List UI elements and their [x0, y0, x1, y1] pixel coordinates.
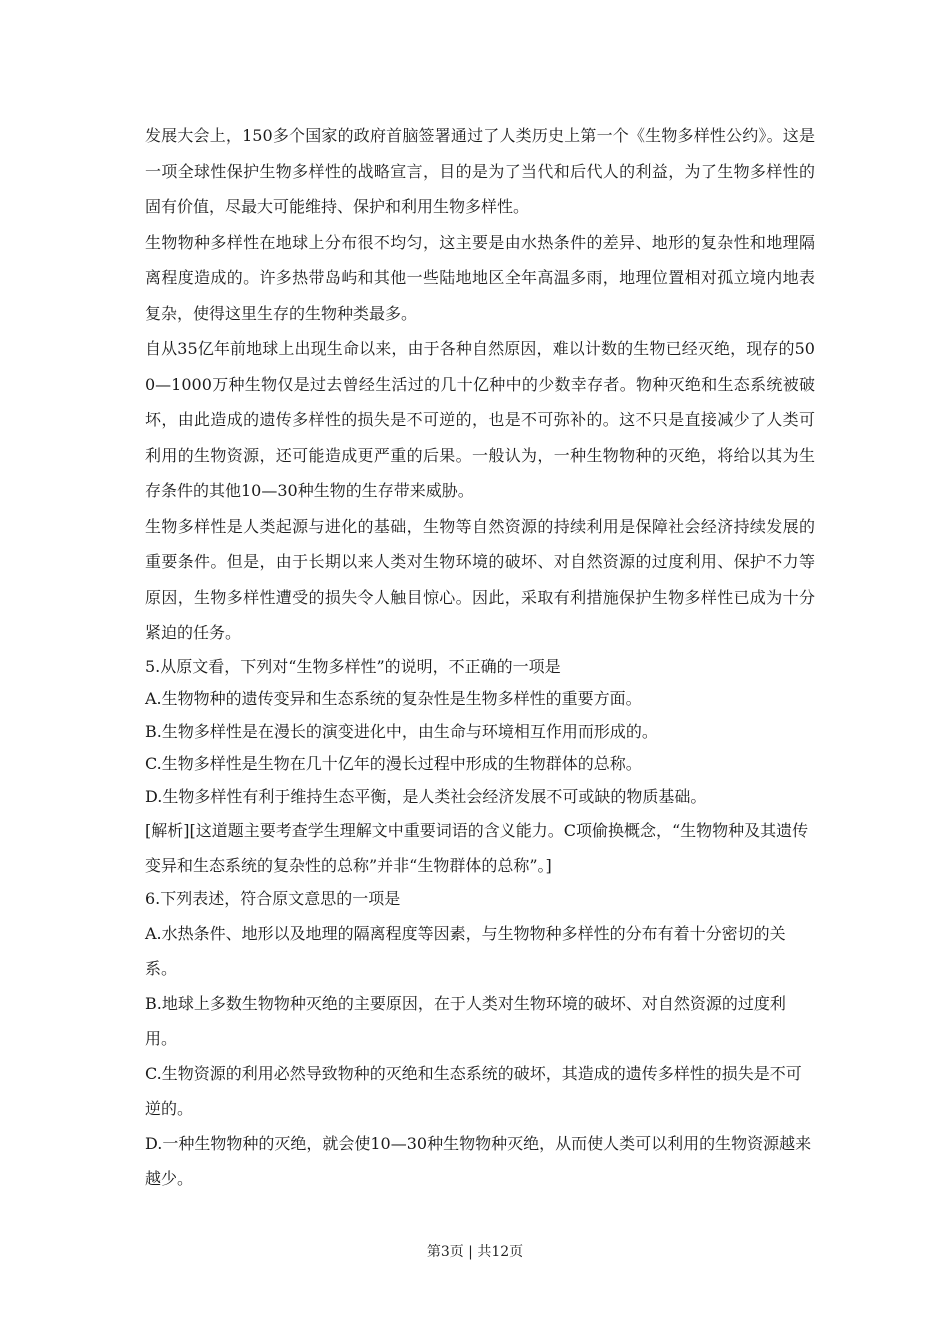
- question-5: [145, 651, 815, 884]
- question-6-option-d: D.一种生物物种的灭绝，就会使10—30种生物物种灭绝，从而使人类可以利用的生物资源越来越少。: [145, 1133, 812, 1188]
- question-5-option-b: B.生物多样性是在漫长的演变进化中，由生命与环境相互作用而形成的。: [145, 721, 658, 741]
- passage-paragraph-3: 自从35亿年前地球上出现生命以来，由于各种自然原因，难以计数的生物已经灭绝，现存的500—1000万种生物仅是过去曾经生活过的几十亿种中的少数幸存者。物种灭绝和生态系统被破坏，由此造成的遗传多样性的损失是不可逆的，也是不可弥补的。这不只是直接减少了人类可利用的生物资源，还可能造成更严重的后果。一般认为，一种生物物种的灭绝，将给以其为生存条件的其他10—30种生物的生存带来威胁。: [145, 339, 815, 500]
- page-footer: 第3页 | 共12页: [426, 1244, 524, 1260]
- passage-paragraph-2: 生物物种多样性在地球上分布很不均匀，这主要是由水热条件的差异、地形的复杂性和地理隔离程度造成的。许多热带岛屿和其他一些陆地地区全年高温多雨，地理位置相对孤立境内地表复杂，使得这里生存的生物种类最多。: [145, 232, 815, 323]
- question-5-analysis: [解析][这道题主要考查学生理解文中重要词语的含义能力。C项偷换概念，“生物物种及其遗传变异和生态系统的复杂性的总称”并非“生物群体的总称”。]: [145, 821, 809, 875]
- question-6-option-a: A.水热条件、地形以及地理的隔离程度等因素，与生物物种多样性的分布有着十分密切的关系。: [145, 923, 786, 978]
- question-6-option-c: C.生物资源的利用必然导致物种的灭绝和生态系统的破坏，其造成的遗传多样性的损失是不可逆的。: [145, 1063, 802, 1118]
- passage-paragraph-1: 发展大会上，150多个国家的政府首脑签署通过了人类历史上第一个《生物多样性公约》。这是一项全球性保护生物多样性的战略宣言，目的是为了当代和后代人的利益，为了生物多样性的固有价值，尽最大可能维持、保护和利用生物多样性。: [145, 126, 815, 216]
- passage-paragraph-4: 生物多样性是人类起源与进化的基础，生物等自然资源的持续利用是保障社会经济持续发展的重要条件。但是，由于长期以来人类对生物环境的破坏、对自然资源的过度利用、保护不力等原因，生物多样性遭受的损失令人触目惊心。因此，采取有利措施保护生物多样性已成为十分紧迫的任务。: [145, 516, 815, 642]
- question-5-option-c: C.生物多样性是生物在几十亿年的漫长过程中形成的生物群体的总称。: [145, 754, 642, 773]
- question-6-stem: 6.下列表述，符合原文意思的一项是: [145, 889, 401, 908]
- question-6-option-b: B.地球上多数生物物种灭绝的主要原因，在于人类对生物环境的破坏、对自然资源的过度利用。: [145, 993, 786, 1048]
- page-content: [145, 118, 815, 1196]
- question-5-stem: 5.从原文看，下列对“生物多样性”的说明，不正确的一项是: [145, 656, 561, 676]
- question-5-option-a: A.生物物种的遗传变异和生态系统的复杂性是生物多样性的重要方面。: [145, 689, 642, 708]
- question-5-option-d: D.生物多样性有利于维持生态平衡，是人类社会经济发展不可或缺的物质基础。: [145, 786, 707, 806]
- question-6: [145, 883, 815, 1196]
